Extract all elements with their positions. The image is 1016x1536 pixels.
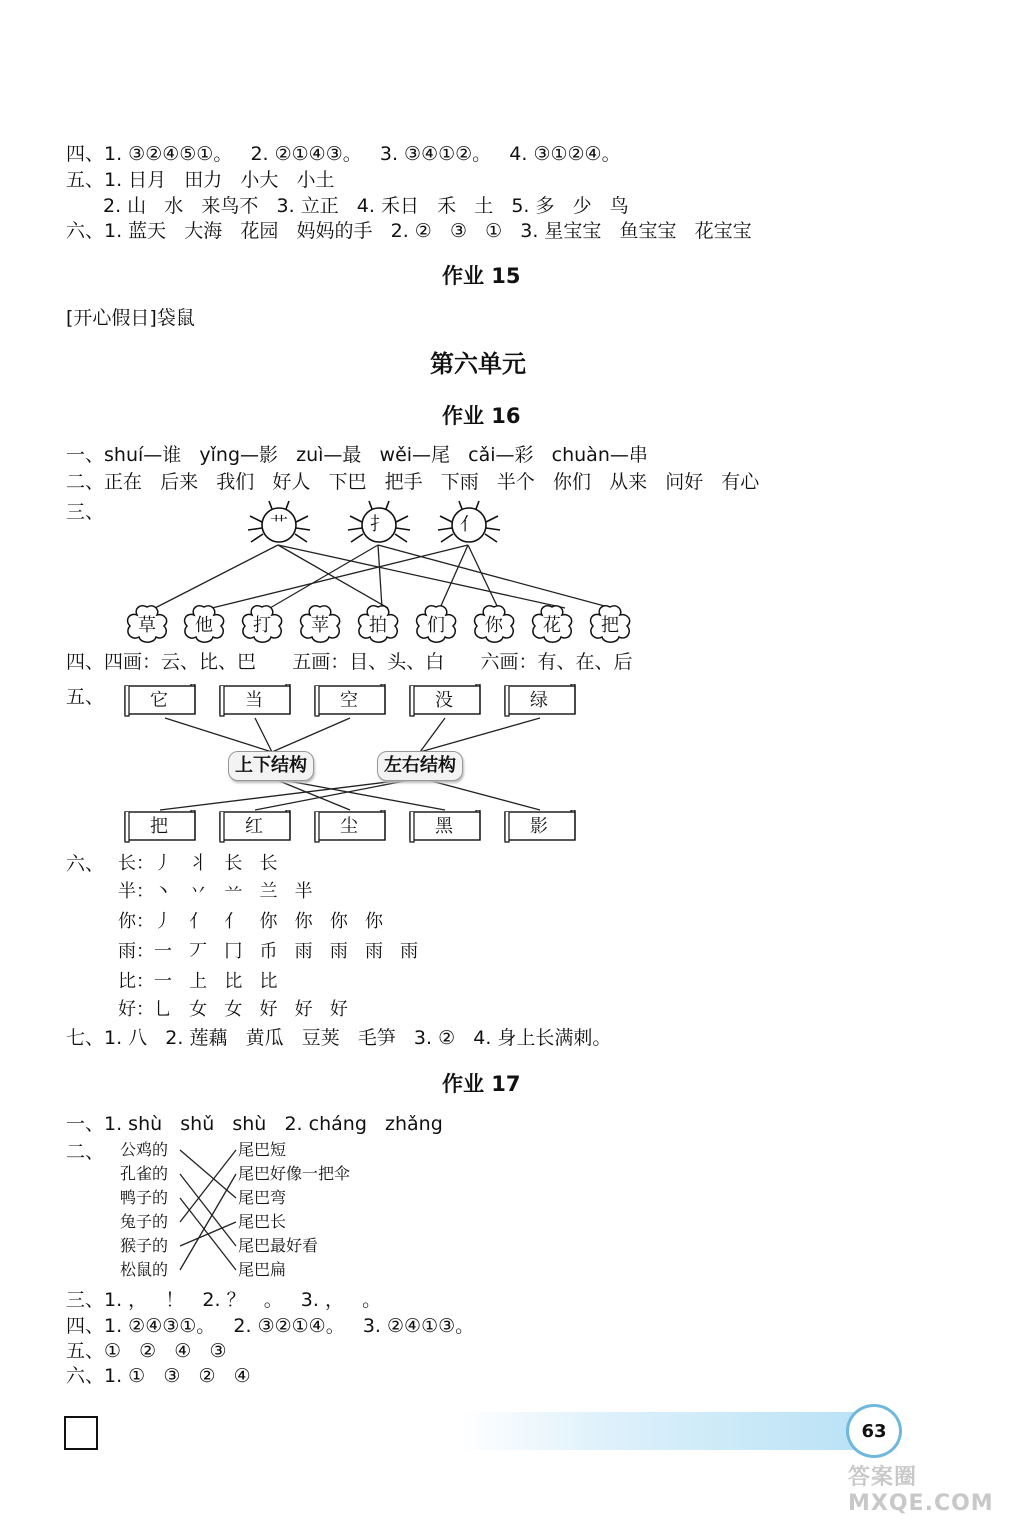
hw16-section-5-label: 五、 (66, 686, 105, 708)
scroll-card: 没 (407, 684, 481, 714)
stroke-row-bi: 比：一 上 比 比 (118, 971, 278, 992)
stroke-row-hao: 好：乚 女 女 好 好 好 (118, 999, 348, 1020)
crab-label: 亻 (460, 514, 478, 535)
flower-item: 们 (413, 604, 459, 644)
animal-item: 孔雀的 (120, 1164, 169, 1183)
match-line (272, 778, 445, 810)
hw17-section-2-label: 二、 (66, 1141, 105, 1163)
tail-item: 尾巴扁 (238, 1260, 287, 1279)
structure-label-left-right: 左右结构 (377, 751, 463, 781)
match-line (165, 718, 272, 752)
footer-band (460, 1412, 860, 1450)
match-line (212, 545, 468, 608)
match-line (180, 1150, 236, 1198)
unit-title: 第六单元 (430, 350, 526, 378)
hw15-line: [开心假日]袋鼠 (66, 307, 195, 329)
stroke-row-chang: 长：丿 丬 长 长 (118, 853, 278, 874)
match-line (272, 718, 350, 752)
flower-item: 打 (239, 604, 285, 644)
hw16-section-1: 一、shuí—谁 yǐng—影 zuì—最 wěi—尾 cǎi—彩 chuàn—串 (66, 444, 648, 466)
match-line (278, 545, 565, 608)
match-line (420, 778, 540, 810)
match-line (420, 718, 445, 752)
hw17-section-6: 六、1. ① ③ ② ④ (66, 1365, 251, 1387)
hw17-section-3: 三、1. ， ！ 2. ？ 。 3. ， 。 (66, 1289, 382, 1311)
stroke-row-ban: 半：丶 丷 䒑 兰 半 (118, 881, 313, 902)
match-line (155, 545, 278, 608)
scroll-card: 空 (312, 684, 386, 714)
match-line (180, 1150, 236, 1222)
scroll-card: 当 (217, 684, 291, 714)
watermark: 答案圈 MXQE.COM (848, 1465, 994, 1516)
flower-item: 把 (587, 604, 633, 644)
crab-hand-radical (344, 500, 414, 550)
corner-box (64, 1416, 98, 1450)
hw15-title: 作业 15 (442, 264, 521, 288)
tail-item: 尾巴好像一把伞 (238, 1164, 351, 1183)
scroll-card: 绿 (502, 684, 576, 714)
scroll-card: 它 (122, 684, 196, 714)
match-line (420, 718, 540, 752)
hw17-section-5: 五、① ② ④ ③ (66, 1340, 227, 1362)
flower-item: 拍 (355, 604, 401, 644)
flower-item: 花 (529, 604, 575, 644)
animal-item: 公鸡的 (120, 1140, 169, 1159)
crab-label: 扌 (370, 514, 388, 535)
hw17-title: 作业 17 (442, 1072, 521, 1096)
scroll-card: 黑 (407, 810, 481, 840)
flower-item: 草 (124, 604, 170, 644)
hw17-section-1: 一、1. shù shǔ shù 2. cháng zhǎng (66, 1113, 443, 1135)
match-line (440, 545, 468, 608)
flower-item: 你 (471, 604, 517, 644)
match-line (378, 545, 612, 608)
structure-label-top-bottom: 上下结构 (228, 751, 314, 781)
hw16-section-3-label: 三、 (66, 501, 105, 523)
tail-item: 尾巴长 (238, 1212, 287, 1231)
hw14-section-5a: 五、1. 日月 田力 小大 小土 (66, 169, 335, 191)
animal-item: 鸭子的 (120, 1188, 169, 1207)
hw16-section-6-label: 六、 (66, 853, 105, 875)
hw16-section-4: 四、四画：云、比、巴 五画：目、头、白 六画：有、在、后 (66, 651, 633, 673)
hw16-section-7: 七、1. 八 2. 莲藕 黄瓜 豆荚 毛笋 3. ② 4. 身上长满刺。 (66, 1027, 612, 1049)
scroll-card: 尘 (312, 810, 386, 840)
match-line (378, 545, 382, 608)
radical-matching-lines (0, 0, 1016, 700)
flower-item: 苹 (297, 604, 343, 644)
animal-item: 猴子的 (120, 1236, 169, 1255)
match-line (180, 1174, 236, 1246)
stroke-row-ni: 你：丿 亻 亻 你 你 你 你 (118, 911, 383, 932)
hw16-title: 作业 16 (442, 404, 521, 428)
hw14-section-6: 六、1. 蓝天 大海 花园 妈妈的手 2. ② ③ ① 3. 星宝宝 鱼宝宝 花宝宝 (66, 220, 752, 242)
page-number: 63 (846, 1404, 902, 1458)
hw16-section-2: 二、正在 后来 我们 好人 下巴 把手 下雨 半个 你们 从来 问好 有心 (66, 471, 760, 493)
tail-item: 尾巴短 (238, 1140, 287, 1159)
stroke-row-yu: 雨：一 丆 冂 币 雨 雨 雨 雨 (118, 941, 419, 962)
tail-item: 尾巴最好看 (238, 1236, 319, 1255)
match-line (278, 545, 388, 608)
scroll-card: 红 (217, 810, 291, 840)
scroll-card: 影 (502, 810, 576, 840)
hw17-section-4: 四、1. ②④③①。 2. ③②①④。 3. ②④①③。 (66, 1315, 475, 1337)
animal-item: 松鼠的 (120, 1260, 169, 1279)
crab-person-radical (434, 500, 504, 550)
hw14-section-4: 四、1. ③②④⑤①。 2. ②①④③。 3. ③④①②。 4. ③①②④。 (66, 143, 621, 165)
crab-grass-radical (244, 500, 314, 550)
match-line (160, 778, 420, 810)
scroll-card: 把 (122, 810, 196, 840)
hw14-section-5b: 2. 山 水 来鸟不 3. 立正 4. 禾日 禾 土 5. 多 少 鸟 (103, 195, 629, 217)
match-line (180, 1174, 236, 1270)
match-line (180, 1222, 236, 1246)
tail-item: 尾巴弯 (238, 1188, 287, 1207)
tail-matching-lines (0, 1130, 300, 1290)
crab-label: 艹 (270, 514, 288, 535)
flower-item: 他 (181, 604, 227, 644)
animal-item: 兔子的 (120, 1212, 169, 1231)
